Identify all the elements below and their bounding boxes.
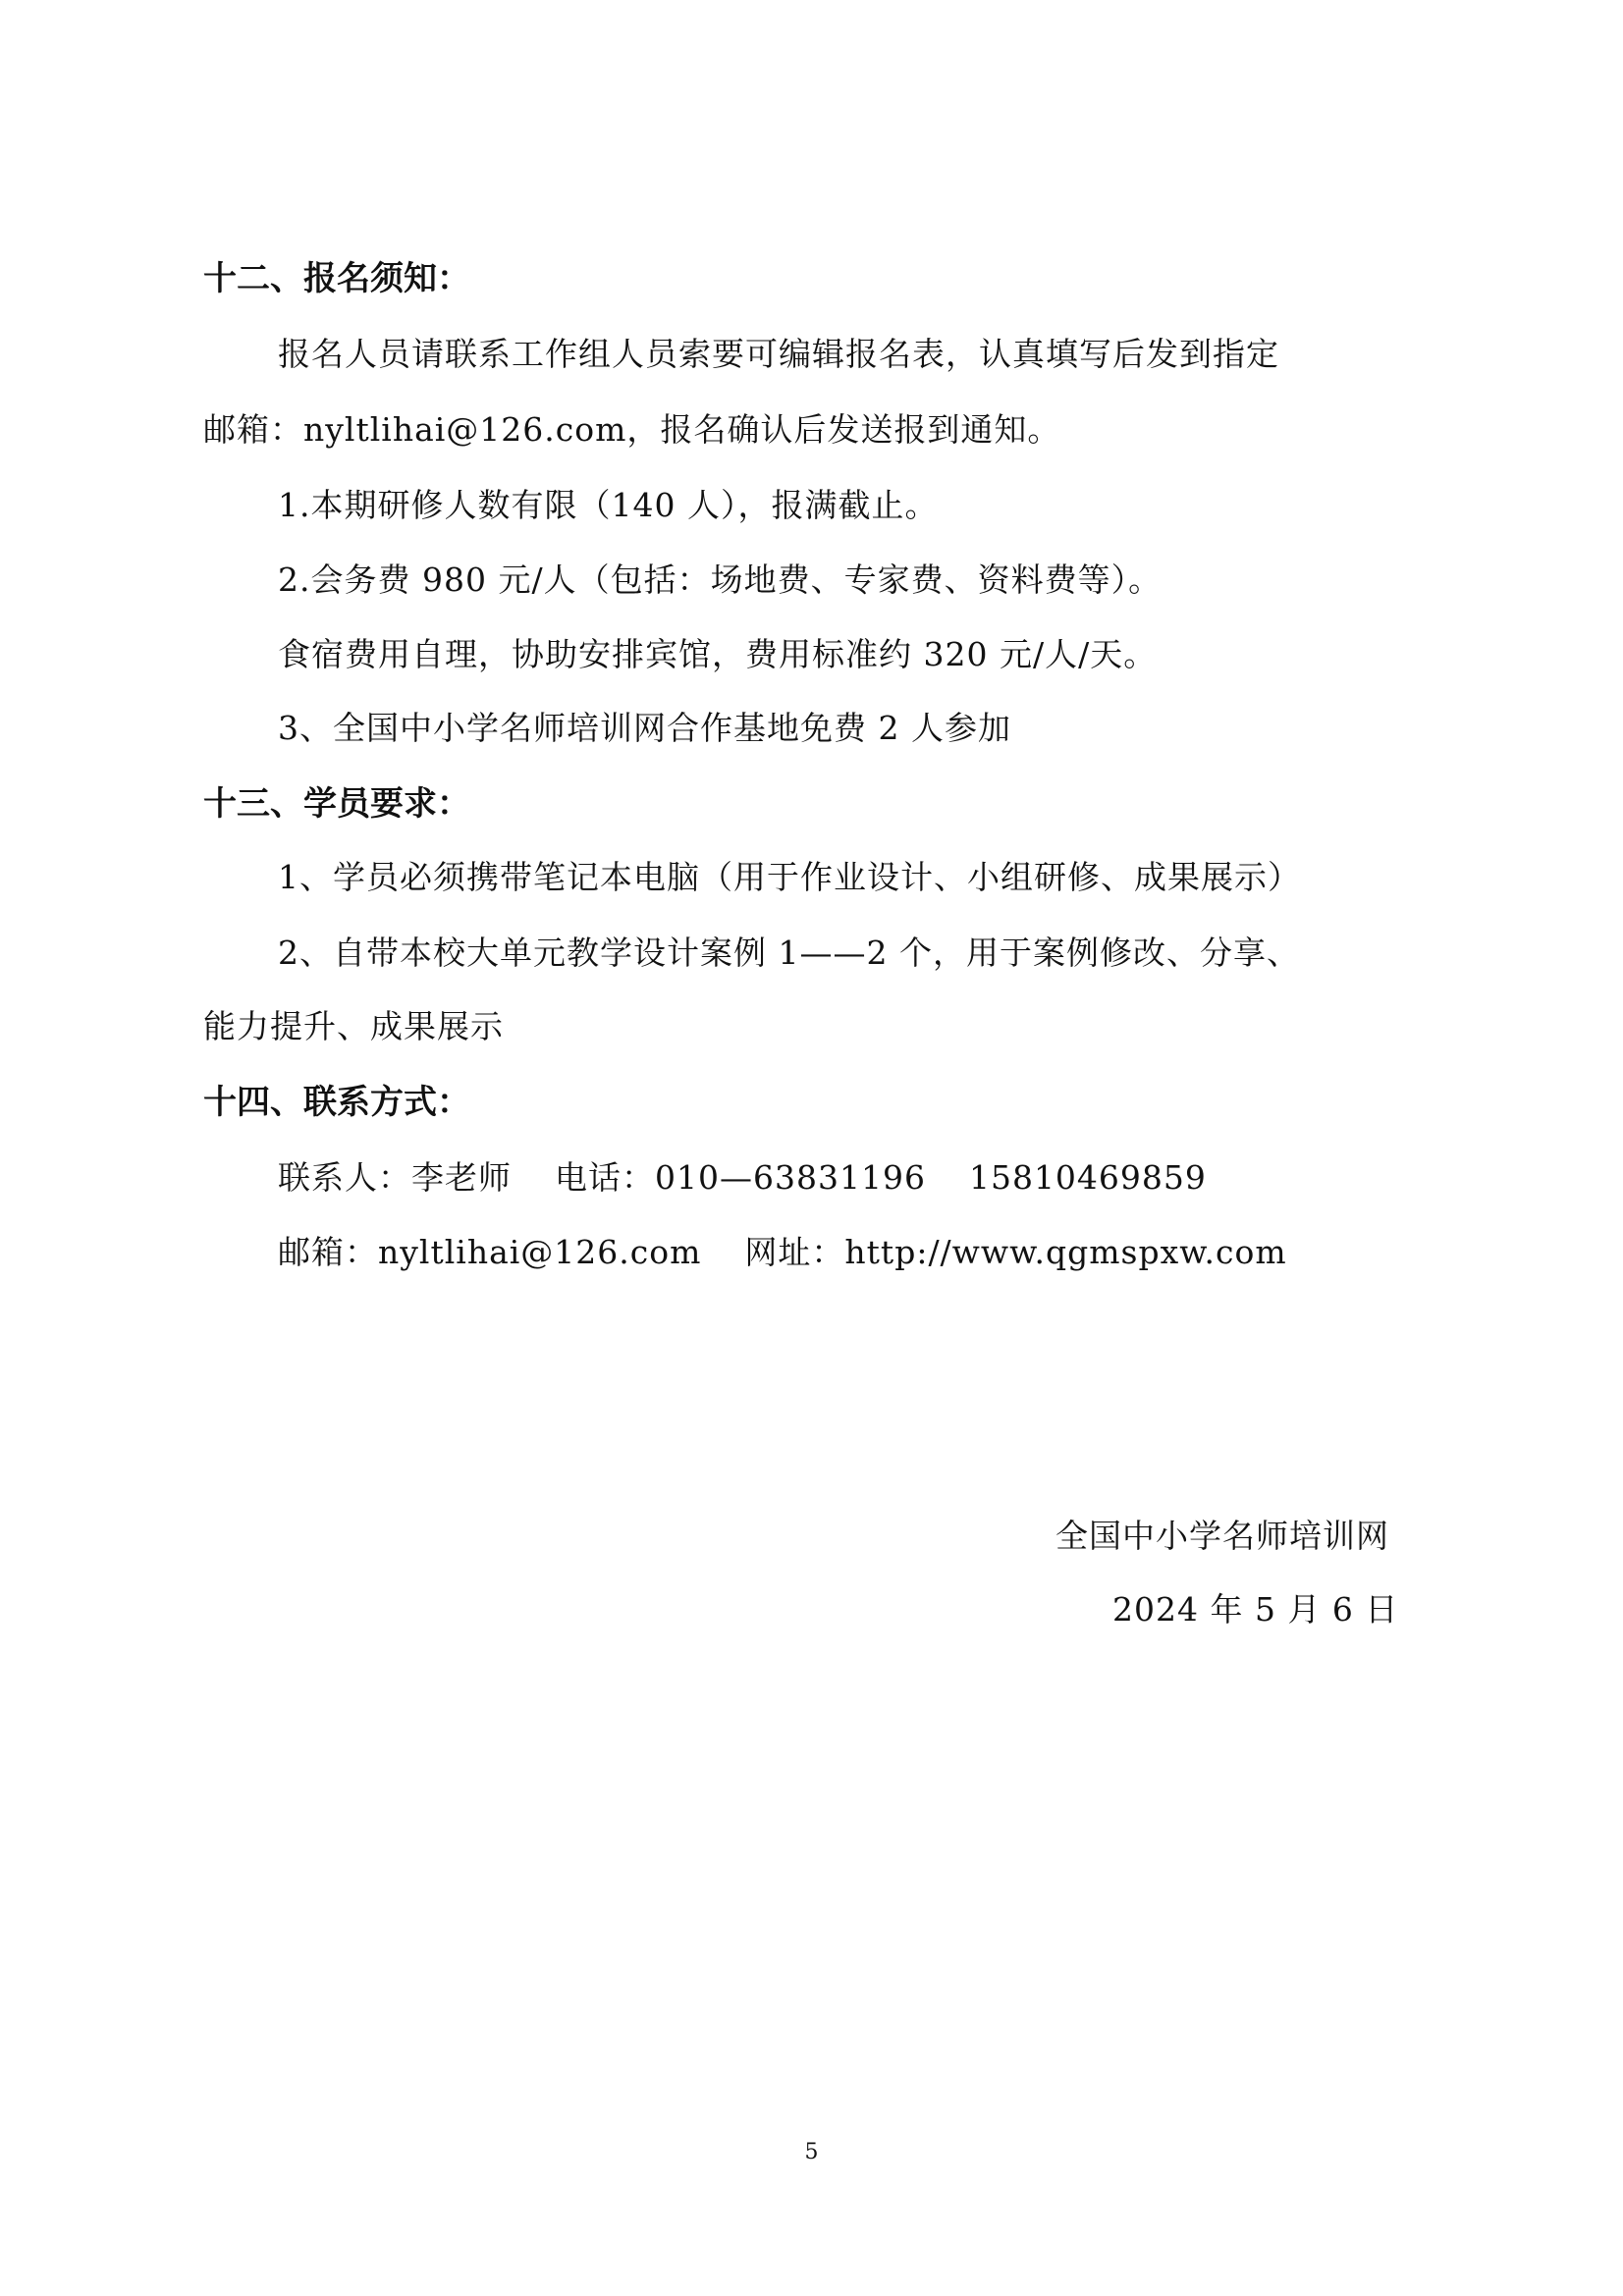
section-13-heading: 十三、学员要求：	[203, 784, 470, 824]
signature-organization: 全国中小学名师培训网	[1055, 1517, 1389, 1555]
page-number: 5	[804, 2140, 819, 2164]
email-website-line	[278, 1233, 1287, 1272]
section-14-heading: 十四、联系方式：	[203, 1083, 470, 1122]
contact-person: 联系人：李老师	[278, 1158, 512, 1197]
section-13-item-2-line-2: 能力提升、成果展示	[203, 1007, 504, 1045]
contact-phone: 电话：010—63831196	[555, 1158, 926, 1197]
contact-email: 邮箱：nyltlihai@126.com	[278, 1233, 702, 1271]
section-12-item-2: 2.会务费 980 元/人（包括：场地费、专家费、资料费等）。	[278, 561, 1163, 599]
section-12-item-3: 3、全国中小学名师培训网合作基地免费 2 人参加	[278, 709, 1011, 747]
contact-website: 网址：http://www.qgmspxw.com	[744, 1233, 1287, 1271]
section-12-item-1: 1.本期研修人数有限（140 人），报满截止。	[278, 486, 939, 524]
signature-date: 2024 年 5 月 6 日	[1112, 1590, 1399, 1629]
contact-line	[278, 1158, 1207, 1198]
section-12-heading: 十二、报名须知：	[203, 259, 470, 298]
section-13-item-2-line-1: 2、自带本校大单元教学设计案例 1——2 个，用于案例修改、分享、	[278, 934, 1300, 972]
section-12-paragraph-line-2: 邮箱：nyltlihai@126.com，报名确认后发送报到通知。	[203, 410, 1061, 449]
section-13-item-1: 1、学员必须携带笔记本电脑（用于作业设计、小组研修、成果展示）	[278, 858, 1301, 896]
section-12-paragraph-line-1: 报名人员请联系工作组人员索要可编辑报名表，认真填写后发到指定	[278, 335, 1279, 373]
contact-mobile: 15810469859	[968, 1158, 1207, 1197]
section-12-item-2-note: 食宿费用自理，协助安排宾馆，费用标准约 320 元/人/天。	[278, 635, 1158, 673]
